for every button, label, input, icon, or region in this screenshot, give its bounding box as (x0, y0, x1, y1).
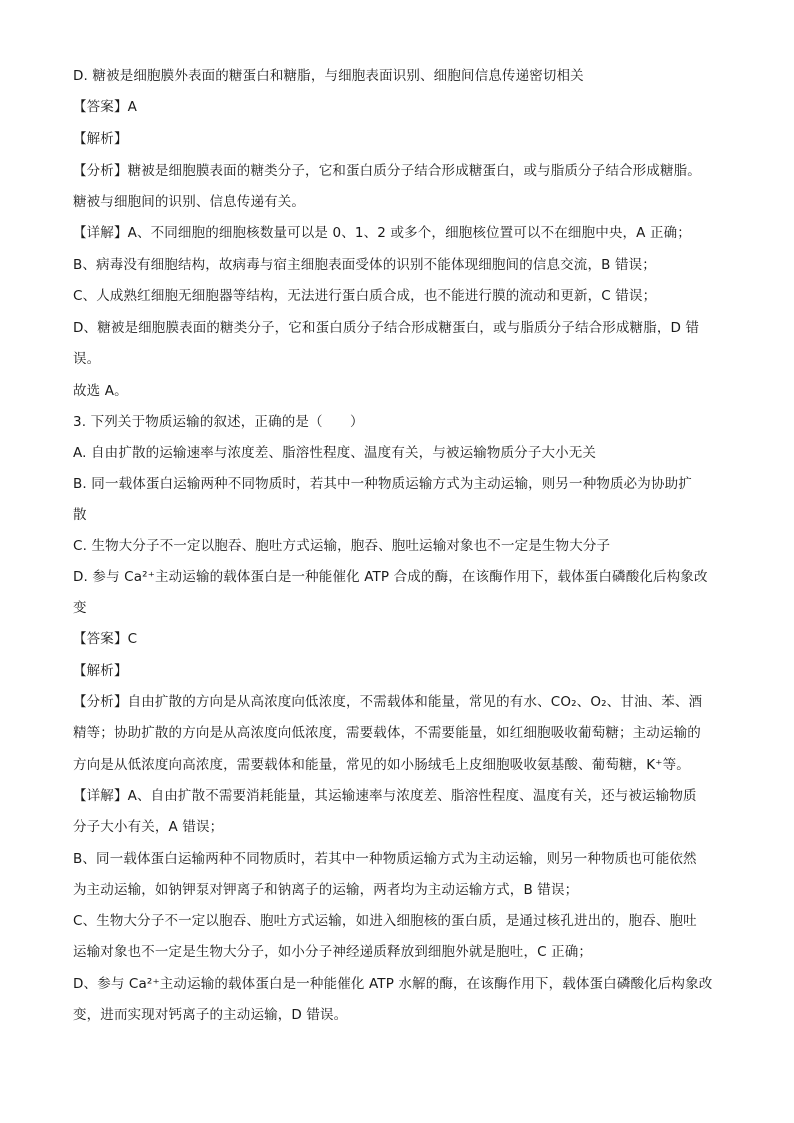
detail-paragraph-line: 为主动运输，如钠钾泵对钾离子和钠离子的运输，两者均为主动运输方式，B 错误； (73, 882, 579, 898)
analysis-heading: 【解析】 (73, 663, 128, 679)
analysis-paragraph-line: 精等；协助扩散的方向是从高浓度向低浓度，需要载体，不需要能量，如红细胞吸收葡萄糖；主动运输的 (73, 725, 701, 741)
detail-paragraph-line: B、病毒没有细胞结构，故病毒与宿主细胞表面受体的识别不能体现细胞间的信息交流，B 错误； (73, 257, 656, 273)
detail-paragraph-line: D、糖被是细胞膜表面的糖类分子，它和蛋白质分子结合形成糖蛋白，或与脂质分子结合形成糖脂，D 错 (73, 320, 700, 336)
detail-paragraph-line: D、参与 Ca²⁺主动运输的载体蛋白是一种能催化 ATP 水解的酶，在该酶作用下，载体蛋白磷酸化后构象改 (73, 976, 713, 992)
option-b-continued: 散 (73, 507, 87, 523)
option-c: C. 生物大分子不一定以胞吞、胞吐方式运输，胞吞、胞吐运输对象也不一定是生物大分子 (73, 538, 611, 554)
detail-paragraph-line: C、生物大分子不一定以胞吞、胞吐方式运输，如进入细胞核的蛋白质，是通过核孔进出的，胞吞、胞吐 (73, 913, 697, 929)
detail-paragraph-line: 误。 (73, 351, 101, 367)
detail-paragraph-line: B、同一载体蛋白运输两种不同物质时，若其中一种物质运输方式为主动运输，则另一种物质也可能依然 (73, 851, 697, 867)
detail-paragraph-line: 分子大小有关，A 错误； (73, 819, 224, 835)
answer-label: 【答案】A (73, 99, 137, 115)
analysis-paragraph-line: 方向是从低浓度向高浓度，需要载体和能量，常见的如小肠绒毛上皮细胞吸收氨基酸、葡萄糖，K⁺等。 (73, 757, 690, 773)
option-d-continued: 变 (73, 600, 87, 616)
analysis-paragraph-line: 【分析】自由扩散的方向是从高浓度向低浓度，不需载体和能量，常见的有水、CO₂、O₂、甘油、苯、酒 (73, 694, 703, 710)
analysis-paragraph-line: 【分析】糖被是细胞膜表面的糖类分子，它和蛋白质分子结合形成糖蛋白，或与脂质分子结合形成糖脂。 (73, 163, 701, 179)
analysis-heading: 【解析】 (73, 131, 128, 147)
detail-paragraph-line: 【详解】A、不同细胞的细胞核数量可以是 0、1、2 或多个，细胞核位置可以不在细胞中央，A 正确； (73, 225, 691, 241)
question-stem: 3. 下列关于物质运输的叙述，正确的是（ ） (73, 414, 364, 430)
answer-label: 【答案】C (73, 631, 138, 647)
analysis-paragraph-line: 糖被与细胞间的识别、信息传递有关。 (73, 194, 306, 210)
detail-paragraph-line: 变，进而实现对钙离子的主动运输，D 错误。 (73, 1007, 348, 1023)
option-d: D. 参与 Ca²⁺主动运输的载体蛋白是一种能催化 ATP 合成的酶，在该酶作用下，载体蛋白磷酸化后构象改 (73, 569, 708, 585)
detail-paragraph-line: C、人成熟红细胞无细胞器等结构，无法进行蛋白质合成，也不能进行膜的流动和更新，C 错误； (73, 288, 657, 304)
detail-paragraph-line: 【详解】A、自由扩散不需要消耗能量，其运输速率与浓度差、脂溶性程度、温度有关，还与被运输物质 (73, 788, 697, 804)
option-d-line: D. 糖被是细胞膜外表面的糖蛋白和糖脂，与细胞表面识别、细胞间信息传递密切相关 (73, 68, 584, 84)
option-b: B. 同一载体蛋白运输两种不同物质时，若其中一种物质运输方式为主动运输，则另一种物质必为协助扩 (73, 476, 692, 492)
option-a: A. 自由扩散的运输速率与浓度差、脂溶性程度、温度有关，与被运输物质分子大小无关 (73, 445, 597, 461)
conclusion-line: 故选 A。 (73, 383, 128, 399)
detail-paragraph-line: 运输对象也不一定是生物大分子，如小分子神经递质释放到细胞外就是胞吐，C 正确； (73, 944, 593, 960)
